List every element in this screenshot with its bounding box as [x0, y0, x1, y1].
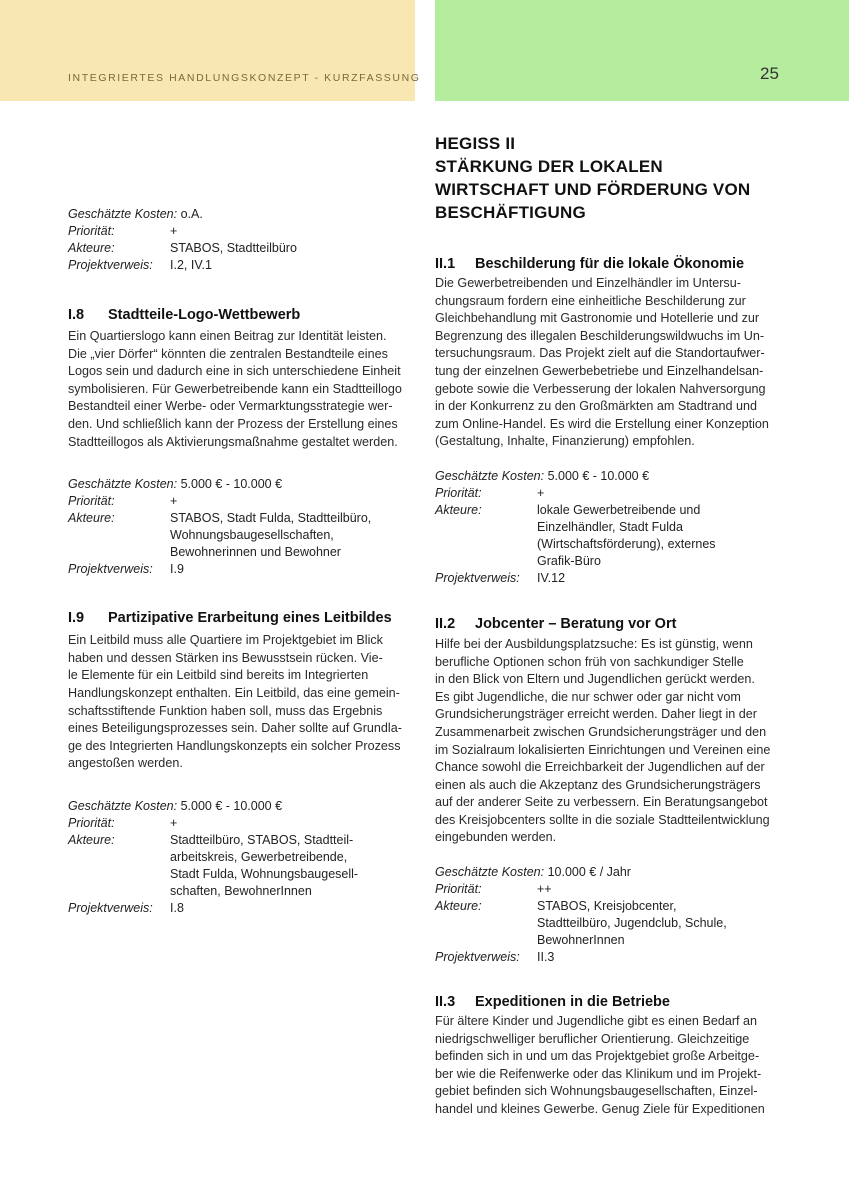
- ref-line: Projektverweis: IV.12: [435, 570, 566, 585]
- section-meta: [68, 798, 413, 917]
- section-ii3: [435, 994, 835, 1119]
- header-band-left: [0, 0, 415, 101]
- section-meta: [68, 476, 413, 578]
- section-ii2: [435, 616, 835, 966]
- cost-line: Geschätzte Kosten: 5.000 € - 10.000 €: [68, 477, 283, 492]
- cost-line: Geschätzte Kosten: 5.000 € - 10.000 €: [435, 468, 650, 483]
- section-heading: I.8 Stadtteile-Logo-Wettbewerb: [68, 307, 301, 323]
- chapter-title: HEGISS II STÄRKUNG DER LOKALEN WIRTSCHAFT UND FÖRDERUNG VON BESCHÄFTIGUNG: [435, 134, 751, 222]
- section-heading: II.2 Jobcenter – Beratung vor Ort: [435, 615, 677, 632]
- section-meta: [435, 864, 835, 966]
- right-column: [435, 132, 835, 1119]
- section-body: Ein Leitbild muss alle Quartiere im Projektgebiet im Blick haben und dessen Stärken ins Bewusstsein rücken. Vie- le Elemente für ein Leitbild sind bereits im Integrierten Handlungskonzept enthalten. Ein Leitbild, das eine gemein- schaftsstiftende Funktion haben soll, muss das Ergebnis eines Beteiligungsprozesses sein. Daher sollte auf Grundla- ge des Integrierten Handlungskonzepts ein solcher Prozess angestoßen werden.: [68, 633, 402, 771]
- section-heading: II.3 Expeditionen in die Betriebe: [435, 994, 670, 1011]
- section-i8: [68, 307, 413, 578]
- section-body: Ein Quartierslogo kann einen Beitrag zur Identität leisten. Die „vier Dörfer“ könnten die zentralen Bestandteile eines Logos sein und dadurch eine in sich unterschiedene Einheit symbolisieren. Für Gewerbetreibende kann ein Stadtteillogo Bestandteil einer Werbe- oder Vermarktungsstrategie wer- den. Und schließlich kann der Prozess der Erstellung eines Stadtteillogos als Aktivierungsmaßnahme gestaltet werden.: [68, 329, 402, 449]
- cost-line: Geschätzte Kosten: o.A.: [68, 207, 203, 221]
- page-number: 25: [760, 64, 779, 83]
- ref-line: Projektverweis: I.2, IV.1: [68, 258, 212, 272]
- section-heading: I.9 Partizipative Erarbeitung eines Leitbildes: [68, 610, 392, 627]
- running-title: INTEGRIERTES HANDLUNGSKONZEPT - KURZFASSUNG: [68, 72, 421, 84]
- section-body: Für ältere Kinder und Jugendliche gibt es einen Bedarf an niedrigschwelliger beruflicher Orientierung. Gleichzeitige befinden sich in und um das Projektgebiet große Arbeitge- ber wie die Reifenwerke oder das Klinikum und im Projekt- gebiet befinden sich Wohnungsbaugesellschaften, Einzel- handel und kleines Gewerbe. Genug Ziele für Expeditionen: [435, 1014, 765, 1117]
- actors-line: Akteure: STABOS, Stadt Fulda, Stadtteilbüro, Wohnungsbaugesellschaften, Bewohnerinnen und Bewohner: [68, 511, 372, 560]
- left-column: [68, 206, 413, 917]
- cost-line: Geschätzte Kosten: 5.000 € - 10.000 €: [68, 798, 283, 813]
- priority-line: Priorität: +: [435, 485, 545, 500]
- top-meta: [68, 206, 413, 274]
- ref-line: Projektverweis: I.8: [68, 900, 184, 915]
- section-heading: II.1 Beschilderung für die lokale Ökonomie: [435, 256, 745, 272]
- actors-line: Akteure: STABOS, Stadtteilbüro: [68, 241, 297, 255]
- section-ii1: [435, 256, 835, 587]
- section-body: Hilfe bei der Ausbildungsplatzsuche: Es ist günstig, wenn berufliche Optionen schon früh von sachkundiger Stelle in den Blick von Eltern und Jugendlichen gerückt werden. Es gibt Jugendliche, die nur schwer oder gar nicht vom Grundsicherungsträger erreicht werden. Daher liegt in der Zusammenarbeit zwischen Grundsicherungsträger und den im Sozialraum lokalisierten Einrichtungen und Vereinen eine Chance sowohl die Erreichbarkeit der Jugendlichen auf der einen als auch die Akzeptanz des Grundsicherungsträgers auf der anderer Seite zu verbessern. Ein Beratungsangebot des Kreisjobcenters sollte in die soziale Stadtteilentwicklung eingebunden werden.: [435, 636, 771, 845]
- actors-line: Akteure: STABOS, Kreisjobcenter, Stadtteilbüro, Jugendclub, Schule, BewohnerInnen: [435, 899, 727, 948]
- section-meta: [435, 468, 835, 587]
- ref-line: Projektverweis: II.3: [435, 950, 555, 965]
- actors-line: Akteure: Stadtteilbüro, STABOS, Stadtteil- arbeitskreis, Gewerbetreibende, Stadt Fulda, Wohnungsbaugesell- schaften, BewohnerInnen: [68, 832, 359, 898]
- priority-line: Priorität: +: [68, 815, 178, 830]
- priority-line: Priorität: ++: [435, 882, 552, 897]
- section-i9: [68, 610, 413, 917]
- ref-line: Projektverweis: I.9: [68, 562, 184, 577]
- priority-line: Priorität: +: [68, 494, 178, 509]
- section-body: Die Gewerbetreibenden und Einzelhändler im Untersu- chungsraum fordern eine einheitliche Beschilderung zur Gleichbehandlung mit Gastronomie und Hotellerie und zur Begrenzung des illegalen Beschilderungswildwuchs im Un- tersuchungsraum. Das Projekt zielt auf die Standortaufwer- tung der einzelnen Gewerbebetriebe und Einzelhandelsan- gebote sowie die Verbesserung der lokalen Nahversorgung in der Konkurrenz zu den Großmärkten am Stadtrand und zum Online-Handel. Es wird die Erstellung einer Konzeption (Gestaltung, Inhalte, Finanzierung) empfohlen.: [435, 276, 769, 449]
- cost-line: Geschätzte Kosten: 10.000 € / Jahr: [435, 865, 631, 880]
- priority-line: Priorität: +: [68, 224, 178, 238]
- actors-line: Akteure: lokale Gewerbetreibende und Einzelhändler, Stadt Fulda (Wirtschaftsförderung), externes Grafik-Büro: [435, 502, 716, 568]
- header-band-right: [435, 0, 849, 101]
